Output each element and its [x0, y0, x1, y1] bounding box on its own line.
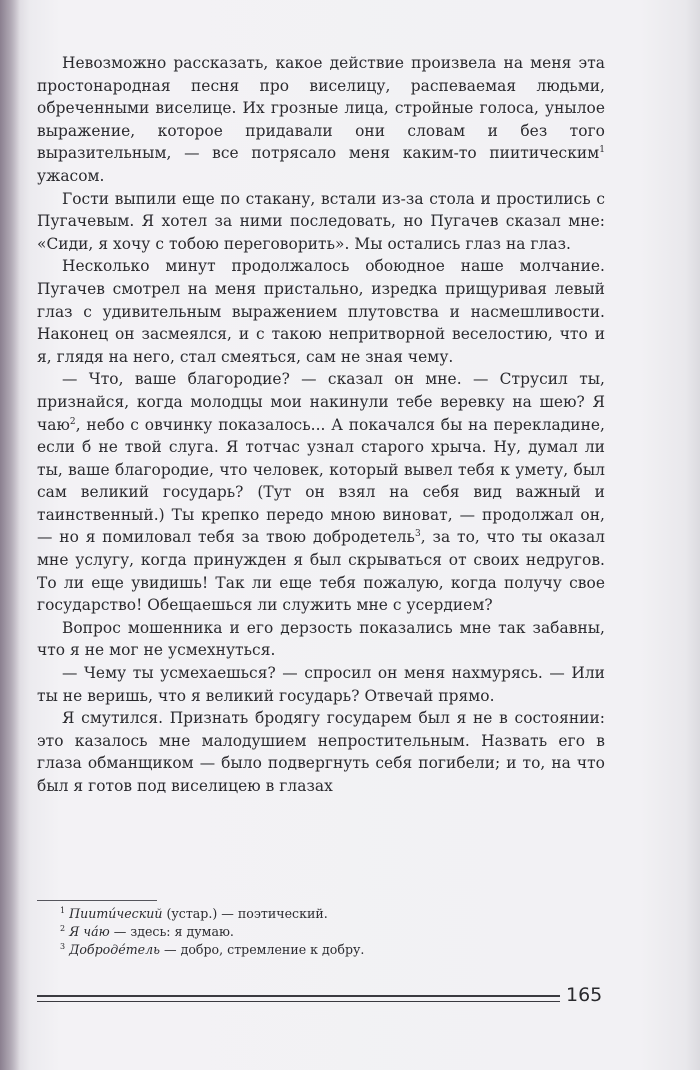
- page-number: 165: [566, 984, 603, 1006]
- footnote-2-definition: — здесь: я думаю.: [109, 924, 234, 939]
- footnote-3: [60, 941, 600, 959]
- paragraph-3: Несколько минут продолжалось обоюдное наше молчание. Пугачев смотрел на меня пристально, изредка прищуривая левый глаз с удивительным выражением плутовства и насмешливости. Наконец он засмеялся, и с такою непритворной веселостию, что и я, глядя на него, стал смеяться, сам не зная чему.: [37, 257, 605, 366]
- footnote-2: [60, 923, 600, 941]
- footnote-1-number: 1: [60, 906, 66, 915]
- main-text: [37, 52, 605, 798]
- page-gutter-shadow: [0, 0, 20, 1070]
- paragraph-1-tail: ужасом.: [37, 166, 105, 185]
- paragraph-4: [37, 368, 605, 617]
- footnote-3-definition: — добро, стремление к добру.: [159, 942, 365, 957]
- footnote-ref-3: 3: [415, 529, 421, 540]
- footnotes: [60, 905, 600, 959]
- paragraph-4-middle: , небо с овчинку показалось... А покачался бы на перекладине, если б не твой слуга. Я тотчас узнал старого хрыча. Ну, думал ли ты, ваше благородие, что человек, который вывел тебя к умету, был сам великий государь? (Тут он взял на себя вид важный и таинственный.) Ты крепко передо мною виноват, — продолжал он, — но я помиловал тебя за твою добродетель: [37, 415, 605, 547]
- paragraph-7: Я смутился. Признать бродягу государем был я не в состоянии: это казалось мне малодушием непростительным. Назвать его в глаза обманщиком — было подвергнуть себя погибели; и то, на что был я готов под виселицею в глазах: [37, 709, 605, 795]
- paragraph-4-text: — Что, ваше благородие? — сказал он мне. — Струсил ты, признайся, когда молодцы мои накинули тебе веревку на шею? Я чаю: [37, 370, 605, 434]
- footnote-2-number: 2: [60, 924, 66, 933]
- paragraph-2: Гости выпили еще по стакану, встали из-за стола и простились с Пугачевым. Я хотел за ними последовать, но Пугачев сказал мне: «Сиди, я хочу с тобою переговорить». Мы остались глаз на глаз.: [37, 189, 605, 253]
- page-bottom-rule: [37, 995, 560, 1002]
- paragraph-5: Вопрос мошенника и его дерзость показались мне так забавны, что я не мог не усмехнуться.: [37, 618, 605, 660]
- paragraph-1: [37, 52, 605, 188]
- footnote-1: [60, 905, 600, 923]
- footnote-divider: [37, 900, 157, 901]
- paragraph-6: — Чему ты усмехаешься? — спросил он меня нахмурясь. — Или ты не веришь, что я великий государь? Отвечай прямо.: [37, 664, 605, 705]
- footnote-2-term: Я ча́ю: [69, 924, 110, 939]
- footnote-ref-1: 1: [599, 145, 605, 156]
- footnote-ref-2: 2: [69, 416, 76, 427]
- footnote-1-term: Пиити́ческий: [69, 906, 163, 921]
- footnote-3-number: 3: [60, 942, 66, 951]
- paragraph-4-tail: , за то, что ты оказал мне услугу, когда принужден я был скрываться от своих недругов. То ли еще увидишь! Так ли еще тебя пожалую, когда получу свое государство! Обещаешься ли служить мне с усердием?: [37, 528, 605, 615]
- paragraph-1-text: Невозможно рассказать, какое действие произвела на меня эта простонародная песня про виселицу, распеваемая людьми, обреченными виселице. Их грозные лица, стройные голоса, унылое выражение, которое придавали они словам и без того выразительным, — все потрясало меня каким-то пиитическим: [37, 54, 605, 163]
- footnote-3-term: Доброде́тель: [69, 942, 160, 957]
- footnote-1-definition: (устар.) — поэтический.: [162, 906, 328, 921]
